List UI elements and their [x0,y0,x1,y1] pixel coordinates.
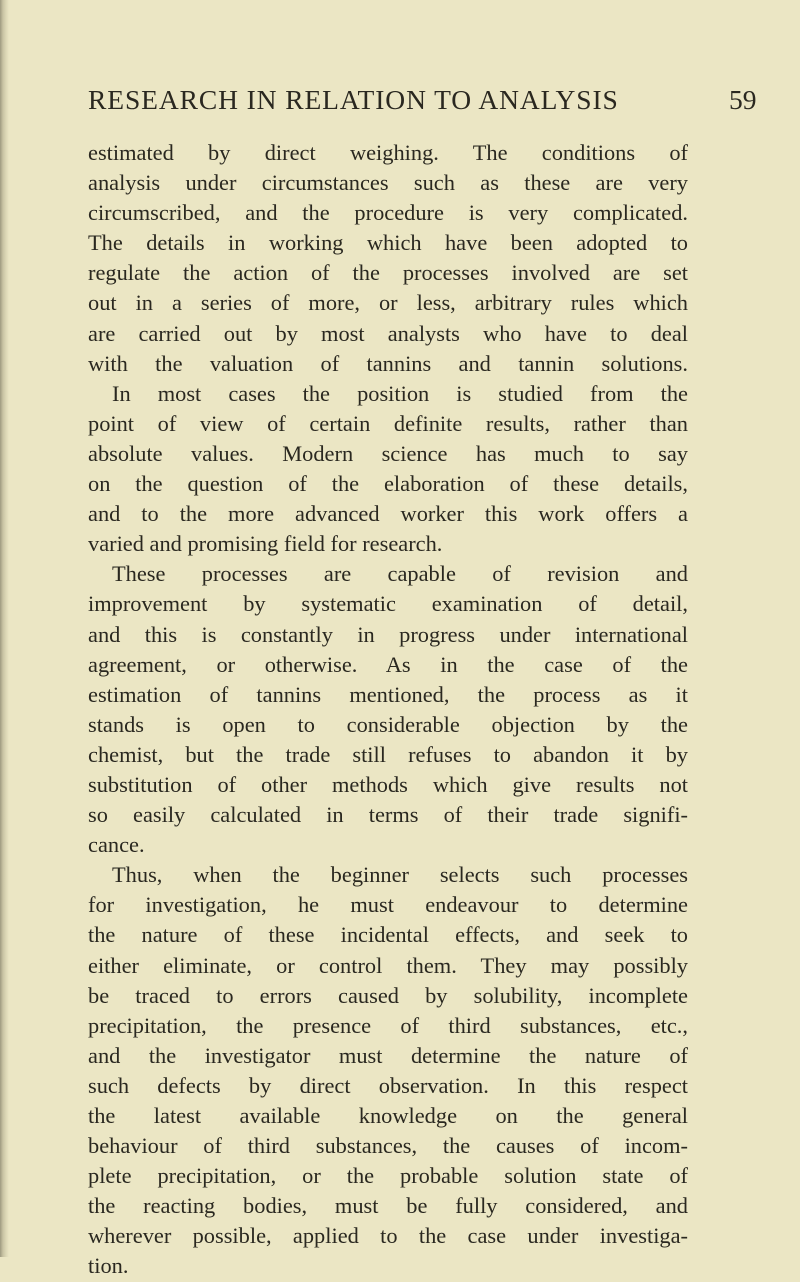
text-line: such defects by direct observation. In this respect [88,1072,688,1098]
text-line: out in a series of more, or less, arbitrary rules which [88,290,688,316]
text-line: improvement by systematic examination of detail, [88,591,688,617]
text-line: precipitation, the presence of third substances, etc., [88,1012,688,1038]
text-line: cance. [88,832,145,858]
text-line: the latest available knowledge on the general [88,1103,688,1128]
text-line: point of view of certain definite results, rather than [88,410,688,436]
text-line: so easily calculated in terms of their trade signifi- [88,802,688,828]
text-line: the nature of these incidental effects, and seek to [88,922,688,948]
text-line: circumscribed, and the procedure is very complicated. [88,200,688,226]
text-line: In most cases the position is studied from the [112,380,688,406]
page-number: 59 [729,84,757,115]
running-header [88,83,757,117]
text-line: substitution of other methods which give results not [88,771,688,797]
text-line: and the investigator must determine the nature of [88,1042,688,1068]
text-line: and this is constantly in progress under international [88,621,688,647]
text-line: varied and promising field for research. [88,531,443,557]
text-line: for investigation, he must endeavour to determine [88,892,688,918]
text-line: are carried out by most analysts who have to deal [88,320,688,346]
text-line: with the valuation of tannins and tannin solutions. [88,350,688,376]
text-line: analysis under circumstances such as these are very [88,170,688,196]
running-title: RESEARCH IN RELATION TO ANALYSIS [88,84,619,115]
text-line: wherever possible, applied to the case under investiga- [88,1223,688,1249]
text-line: The details in working which have been adopted to [88,230,688,256]
text-line: estimated by direct weighing. The conditions of [88,140,688,165]
text-line: plete precipitation, or the probable solution state of [88,1163,688,1189]
text-line: Thus, when the beginner selects such processes [112,862,688,888]
text-line: chemist, but the trade still refuses to abandon it by [88,741,688,767]
text-line: the reacting bodies, must be fully considered, and [88,1193,688,1219]
text-line: be traced to errors caused by solubility, incomplete [88,982,688,1008]
body-text [88,138,688,1282]
text-line: and to the more advanced worker this work offers a [88,501,688,527]
text-line: estimation of tannins mentioned, the process as it [88,681,688,707]
text-line: absolute values. Modern science has much to say [88,440,688,466]
text-line: These processes are capable of revision and [112,561,688,587]
text-line: on the question of the elaboration of these details, [88,471,688,497]
text-line: stands is open to considerable objection by the [88,711,688,737]
text-line: agreement, or otherwise. As in the case of the [88,651,688,677]
text-line: either eliminate, or control them. They may possibly [88,952,688,978]
text-line: regulate the action of the processes involved are set [88,260,688,286]
text-line: tion. [88,1253,129,1279]
text-line: behaviour of third substances, the causes of incom- [88,1133,688,1159]
page-edge [0,0,9,1257]
